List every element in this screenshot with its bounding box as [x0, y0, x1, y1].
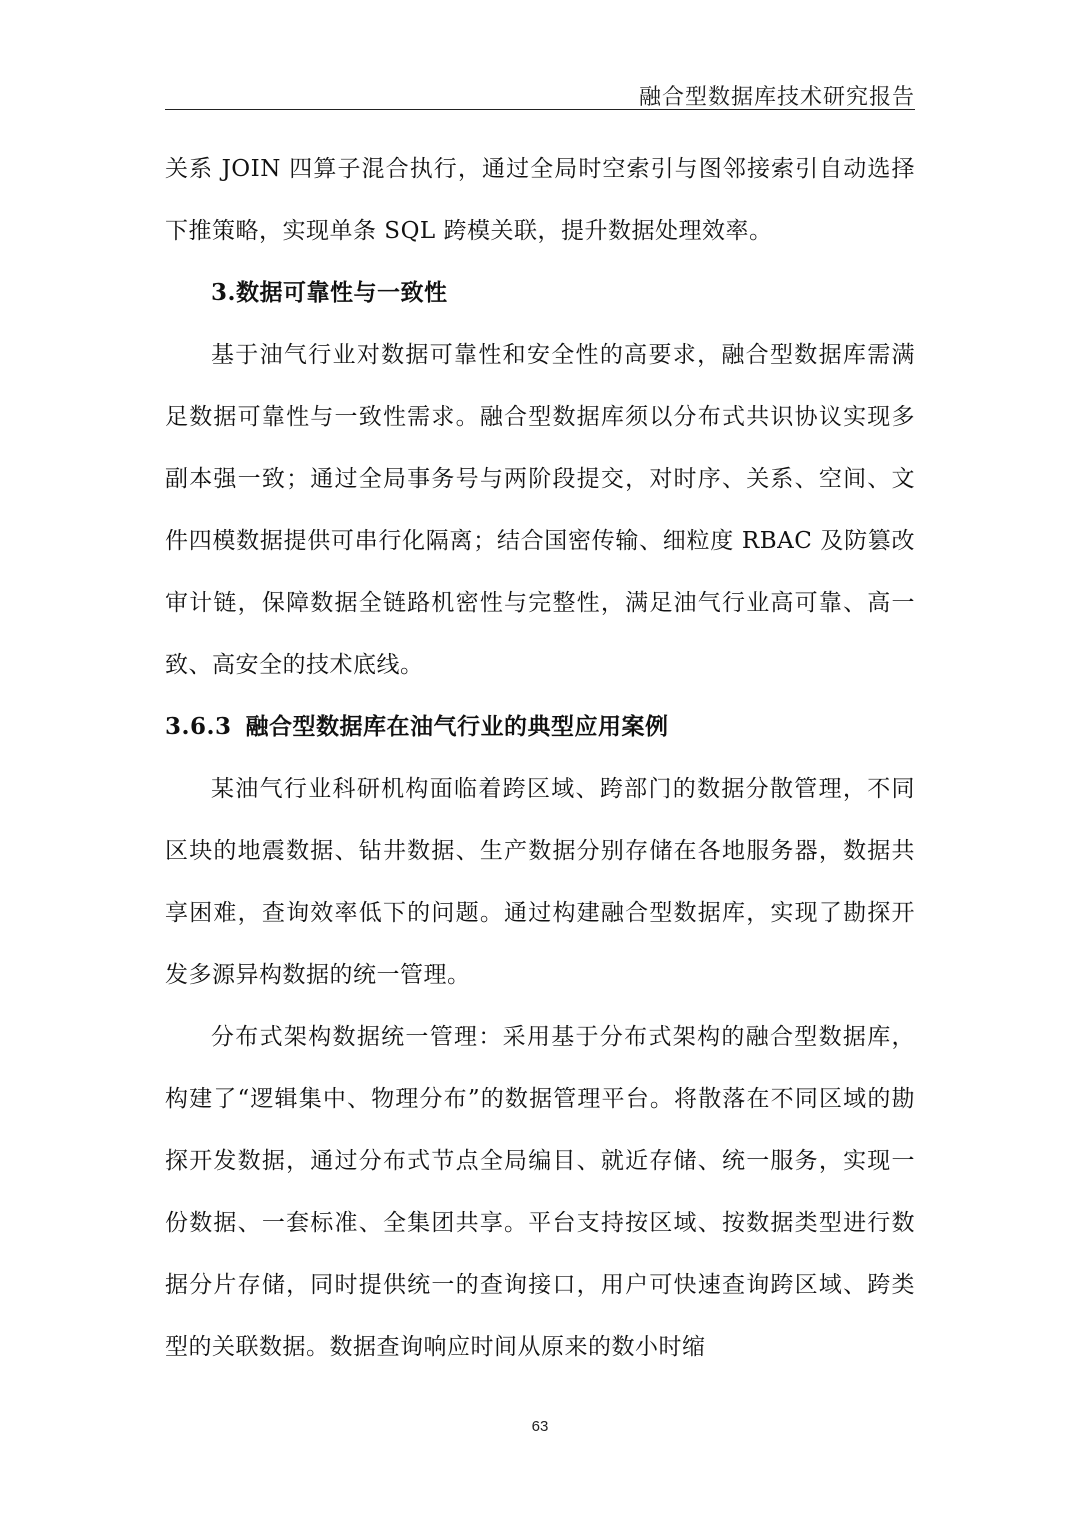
distributed-architecture-paragraph: 分布式架构数据统一管理：采用基于分布式架构的融合型数据库，构建了“逻辑集中、物理分布”的数据管理平台。将散落在不同区域的勘探开发数据，通过分布式节点全局编目、就近存储、统一服务，实现一份数据、一套标准、全集团共享。平台支持按区域、按数据类型进行数据分片存储，同时提供统一的查询接口，用户可快速查询跨区域、跨类型的关联数据。数据查询响应时间从原来的数小时缩 [165, 1024, 915, 1360]
section-heading [165, 696, 915, 758]
header-divider [165, 109, 915, 110]
case-intro-paragraph: 某油气行业科研机构面临着跨区域、跨部门的数据分散管理，不同区块的地震数据、钻井数据、生产数据分别存储在各地服务器，数据共享困难，查询效率低下的问题。通过构建融合型数据库，实现了勘探开发多源异构数据的统一管理。 [165, 776, 915, 988]
subheading-data-reliability: 3.数据可靠性与一致性 [211, 279, 448, 306]
section-title: 融合型数据库在油气行业的典型应用案例 [245, 713, 669, 740]
section-number: 3.6.3 [165, 713, 232, 740]
page-number: 63 [531, 1418, 549, 1435]
reliability-paragraph: 基于油气行业对数据可靠性和安全性的高要求，融合型数据库需满足数据可靠性与一致性需求。融合型数据库须以分布式共识协议实现多副本强一致；通过全局事务号与两阶段提交，对时序、关系、空间、文件四模数据提供可串行化隔离；结合国密传输、细粒度 RBAC 及防篡改审计链，保障数据全链路机密性与完整性，满足油气行业高可靠、高一致、高安全的技术底线。 [165, 342, 915, 678]
running-header-title: 融合型数据库技术研究报告 [638, 85, 915, 110]
document-body [165, 138, 915, 1378]
continuation-paragraph: 关系 JOIN 四算子混合执行，通过全局时空索引与图邻接索引自动选择下推策略，实现单条 SQL 跨模关联，提升数据处理效率。 [165, 156, 915, 244]
